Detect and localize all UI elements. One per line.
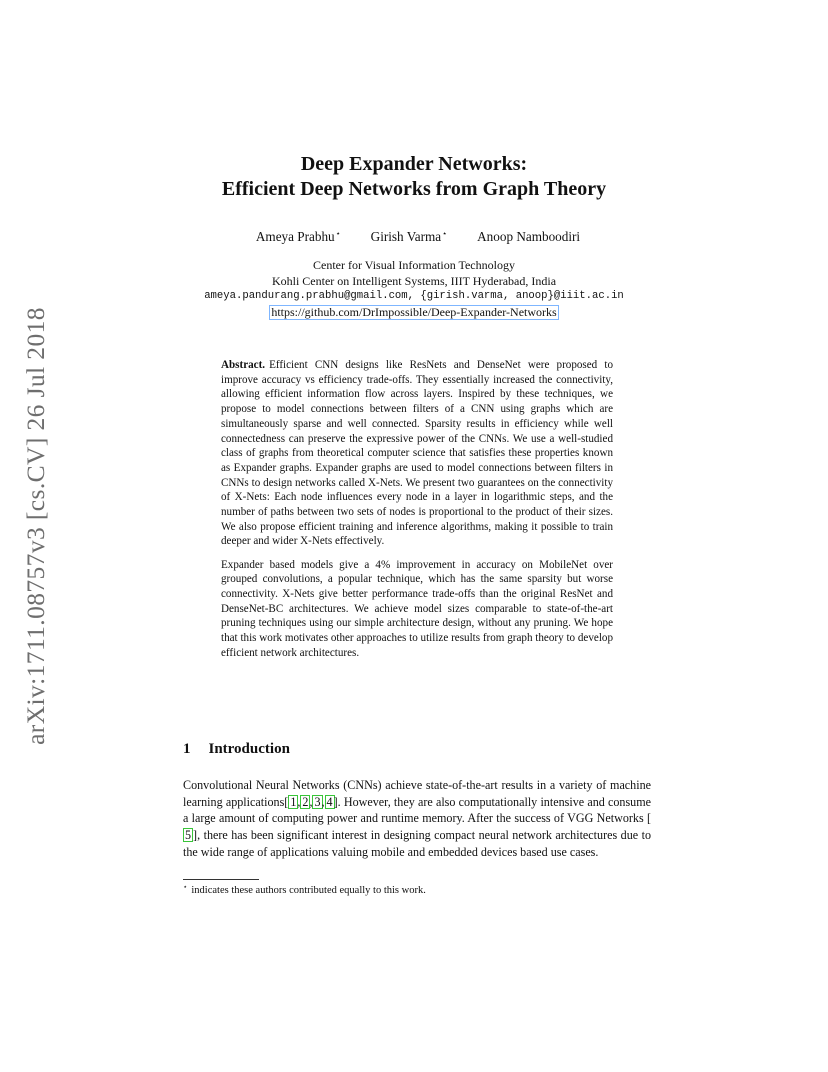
abstract-paragraph-2: Expander based models give a 4% improvement in accuracy on MobileNet over grouped convolutions, a popular technique, which has the same sparsity but worse connectivity. X-Nets give better performance trade-offs than the original ResNet and DenseNet-BC architectures. We achieve model sizes comparable to state-of-the-art pruning techniques using our simple architecture design, without any pruning. We hope that this work motivates other approaches to utilize results from graph theory to develop efficient network architectures. <box>221 558 613 659</box>
author <box>256 229 341 245</box>
section-number: 1 <box>183 741 191 757</box>
intro-text-3: , there has been significant interest in designing compact neural network architectures due to the wide range of applications valuing mobile and embedded devices based use cases. <box>183 828 651 859</box>
intro-text-2: . However, they are also computationally intensive and consume a large amount of computing power and runtime memory. After the success of VGG Networks <box>183 794 651 826</box>
equal-contribution-mark: ⋆ <box>335 229 341 238</box>
citation-link[interactable]: 1 <box>290 794 297 809</box>
arxiv-stamp-text: arXiv:1711.08757v3 [cs.CV] 26 Jul 2018 <box>21 307 50 745</box>
affiliation-line-2: Kohli Center on Intelligent Systems, IIIT Hyderabad, India <box>271 273 557 288</box>
citation-link[interactable]: 5 <box>185 828 192 843</box>
citation-link[interactable]: 3 <box>314 794 321 809</box>
author <box>477 229 580 245</box>
author-name: Anoop Namboodiri <box>477 229 581 244</box>
abstract-text-1: Efficient CNN designs like ResNets and DenseNet were proposed to improve accuracy vs efficiency trade-offs. They essentially increased the connectivity, allowing efficient information flow across layers. Inspired by these techniques, we propose to model connections between filters of a CNN using graphs which are simultaneously sparse and well connected. Sparsity results in efficiency while well connectedness can preserve the expressive power of the CNNs. We use a well-studied class of graphs from theoretical computer science that satisfies these properties known as Expander graphs. Expander graphs are used to model connections between filters in CNNs to design networks called X-Nets. We present two guarantees on the connectivity of X-Nets: Each node influences every node in a layer in logarithmic steps, and the number of paths between two sets of nodes is proportional to the product of their sizes. We also propose efficient training and inference algorithms, making it possible to train deeper and wider X-Nets effectively. <box>221 359 613 548</box>
citation-group: [ 1, 2, 3, 4] <box>284 794 338 809</box>
abstract <box>221 358 613 661</box>
title-line-1: Deep Expander Networks: <box>300 153 528 175</box>
title-line-2: Efficient Deep Networks from Graph Theory <box>221 178 607 200</box>
footnote <box>183 883 426 896</box>
section-heading <box>183 741 290 758</box>
affiliation-line-1: Center for Visual Information Technology <box>313 258 515 272</box>
introduction-paragraph: Convolutional Neural Networks (CNNs) achieve state-of-the-art results in a variety of machine learning applications[ 1, 2, 3, 4]. However, they are also computationally intensive and consume a large amount of computing power and runtime memory. After the success of VGG Networks [5 ], there has been significant interest in designing compact neural network architectures due to the wide range of applications valuing mobile and embedded devices based use cases. <box>183 778 651 859</box>
author-name: Ameya Prabhu <box>255 229 335 244</box>
intro-text-1: Convolutional Neural Networks (CNNs) achieve state-of-the-art results in a variety of machine learning applications <box>183 778 651 809</box>
footnote-divider <box>183 879 259 880</box>
author-list <box>4 229 828 245</box>
affiliation-block <box>0 258 828 320</box>
author <box>371 229 447 245</box>
paper-title <box>0 152 828 202</box>
footnote-mark: ⋆ <box>183 883 188 891</box>
abstract-paragraph-1 <box>221 358 613 549</box>
abstract-label: Abstract. <box>221 359 266 371</box>
author-emails: ameya.pandurang.prabhu@gmail.com, {girish.varma, anoop}@iiit.ac.in <box>204 290 624 302</box>
citation-link[interactable]: 2 <box>302 794 309 809</box>
code-repository-link[interactable]: https://github.com/DrImpossible/Deep-Expander-Networks <box>271 304 557 319</box>
footnote-text: indicates these authors contributed equally to this work. <box>191 885 426 896</box>
citation-link[interactable]: 4 <box>326 794 333 809</box>
equal-contribution-mark: ⋆ <box>442 229 448 238</box>
author-name: Girish Varma <box>370 229 442 244</box>
section-title: Introduction <box>208 741 290 757</box>
